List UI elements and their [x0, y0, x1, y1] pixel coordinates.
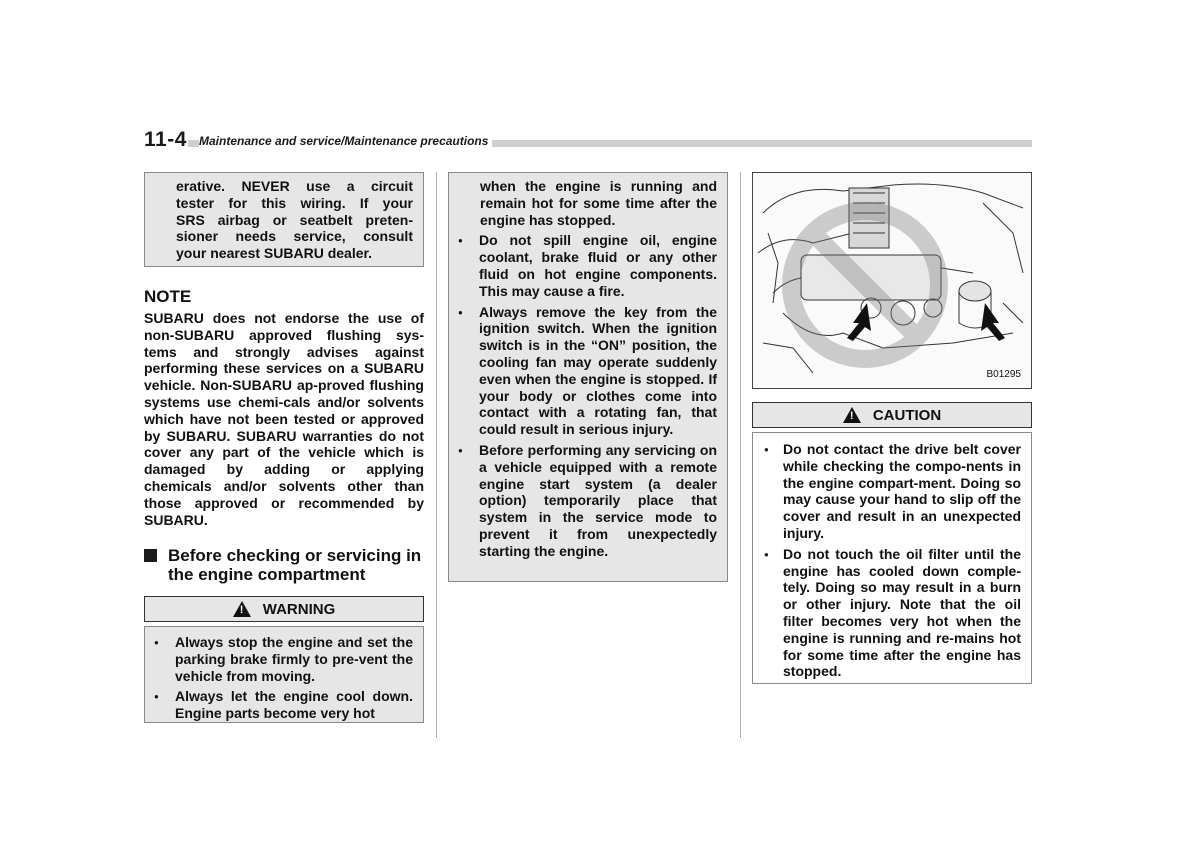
engine-compartment-figure: [752, 172, 1032, 389]
warning-box: [144, 626, 424, 723]
list-item: [449, 232, 717, 299]
warning-text-line: SRS airbag or seatbelt preten-: [176, 211, 413, 228]
caution-item-text: Do not touch the oil filter until the engine has cooled down comple-tely. Doing so may result in a burn or other injury. Note that the oil filter becomes very hot when the engine is running and re-mains hot for some time after the engine has stopped.: [783, 545, 1021, 680]
caution-item-text: Do not contact the drive belt cover while checking the compo-nents in the engine compart-ment. Doing so may cause your hand to slip off the cover and result in an unexpected injury.: [783, 441, 1021, 541]
warning-text-line: your nearest SUBARU dealer.: [176, 245, 373, 262]
list-item: [145, 688, 413, 722]
warning-label: WARNING: [262, 600, 336, 618]
caution-banner: [752, 402, 1032, 428]
continued-warning-box: [144, 172, 424, 267]
bullet-icon: ●: [154, 692, 159, 702]
section-title: Maintenance and service/Maintenance precautions: [199, 134, 492, 148]
warning-text-line: tester for this wiring. If your: [176, 194, 413, 211]
section-subheading: [144, 546, 429, 584]
warning-item-text: Before performing any servicing on a vehicle equipped with a remote engine start system (a dealer option) temporarily place that system in the service mode to prevent it from unexpectedly starting the engine.: [479, 441, 717, 559]
bullet-icon: ●: [458, 445, 463, 455]
warning-triangle-icon: [233, 601, 251, 617]
list-item: [449, 442, 717, 560]
bullet-icon: ●: [458, 236, 463, 246]
caution-box: [752, 432, 1032, 684]
warning-item-text: Always let the engine cool down. Engine parts become very hot: [175, 688, 413, 722]
note-text: SUBARU does not endorse the use of non-SUBARU approved flushing sys-tems and strongly advises against performing these services on a SUBARU vehicle. Non-SUBARU ap-proved flushing systems use chemi-cals and/or solvents which have not been tested or approved by SUBARU. SUBARU warranties do not cover any part of the vehicle which is damaged by adding or applying chemicals and/or solvents other than those approved or recommended by SUBARU.: [144, 310, 424, 528]
continuation-text: when the engine is running and remain hot for some time after the engine has stopped.: [480, 178, 717, 228]
warning-item-text: Always remove the key from the ignition switch. When the ignition switch is in the “ON” position, the cooling fan may operate suddenly even when the engine is stopped. If your body or clothes come into contact with a rotating fan, that could result in serious injury.: [479, 303, 717, 438]
square-bullet-icon: [144, 549, 157, 562]
engine-illustration: [753, 173, 1031, 388]
subheading-text: Before checking or servicing in the engine compartment: [168, 546, 422, 584]
list-item: [753, 441, 1021, 542]
bullet-icon: ●: [458, 307, 463, 317]
page-number: 11-4: [144, 128, 187, 151]
caution-label: CAUTION: [872, 406, 942, 424]
bullet-icon: ●: [764, 549, 769, 559]
bullet-icon: ●: [154, 638, 159, 647]
list-item: [753, 546, 1021, 680]
note-heading: NOTE: [144, 287, 192, 306]
warning-text-line: sioner needs service, consult: [176, 228, 413, 245]
warning-text-line: erative. NEVER use a circuit: [176, 178, 413, 194]
warning-item-text: Always stop the engine and set the parking brake firmly to pre-vent the vehicle from moving.: [175, 634, 413, 684]
list-item: [145, 634, 413, 684]
warning-banner: [144, 596, 424, 622]
column-divider: [436, 172, 437, 738]
bullet-icon: ●: [764, 445, 769, 454]
page-header: [144, 128, 1032, 150]
list-item: [449, 304, 717, 438]
warning-continued-box: [448, 172, 728, 582]
warning-item-text: Do not spill engine oil, engine coolant, brake fluid or any other fluid on hot engine components. This may cause a fire.: [479, 232, 717, 299]
warning-triangle-icon: [843, 407, 861, 423]
figure-label: B01295: [986, 369, 1021, 380]
column-divider: [740, 172, 741, 738]
